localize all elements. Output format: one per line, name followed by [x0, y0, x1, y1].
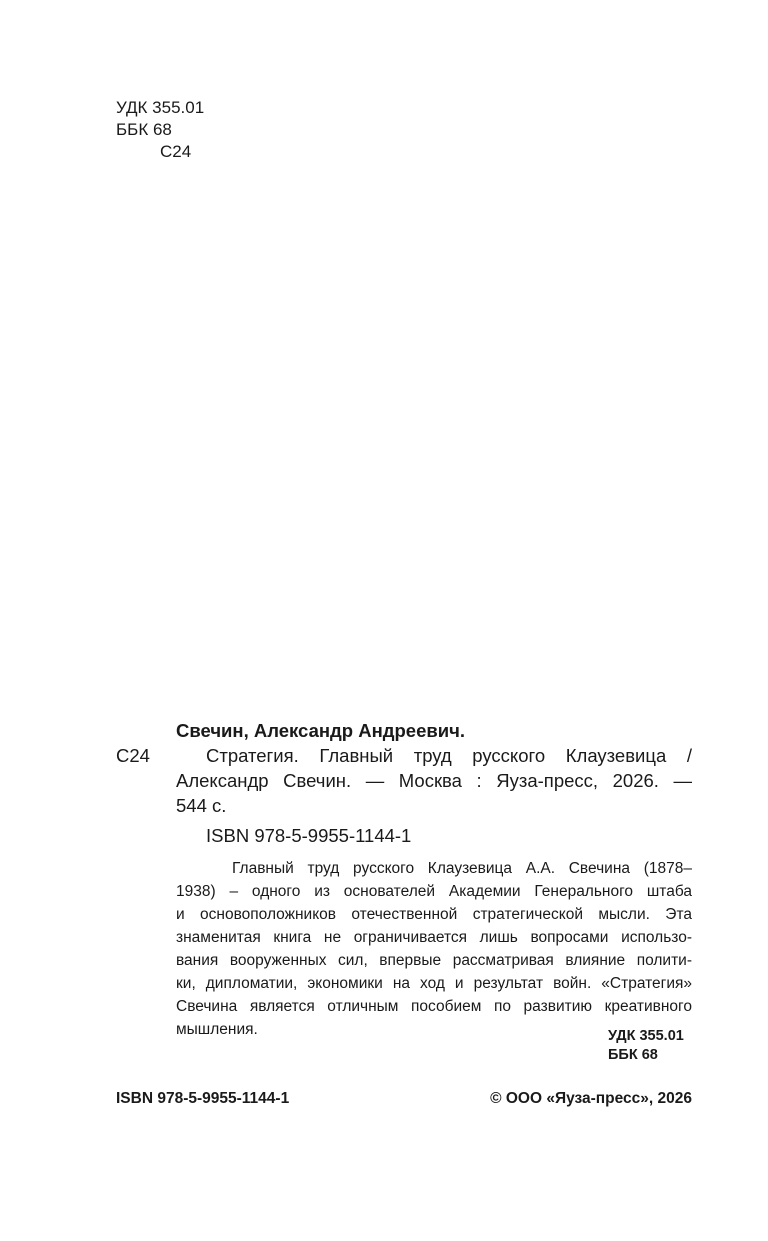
bbk-code-bottom: ББК 68 [608, 1047, 658, 1063]
footer-copyright: © ООО «Яуза-пресс», 2026 [490, 1090, 692, 1107]
author-mark-top: С24 [160, 142, 192, 161]
annotation-line-1: Главный труд русского Клаузевица А.А. Свечина (1878– [232, 860, 692, 877]
bbk-code-top: ББК 68 [116, 120, 172, 139]
annotation-line-6: ки, дипломатии, экономики на ход и результат войн. «Стратегия» [176, 975, 692, 992]
udk-code-top: УДК 355.01 [116, 98, 205, 117]
annotation-line-2: 1938) – одного из основателей Академии Генерального штаба [176, 883, 692, 900]
udk-code-bottom: УДК 355.01 [608, 1028, 684, 1044]
annotation-line-4: знаменитая книга не ограничивается лишь вопросами использо- [176, 929, 692, 946]
isbn-entry: ISBN 978-5-9955-1144-1 [206, 825, 412, 846]
annotation-line-7: Свечина является отличным пособием по развитию креативного [176, 998, 692, 1015]
title-line-3: 544 с. [176, 795, 227, 816]
author-heading: Свечин, Александр Андреевич. [176, 720, 465, 741]
annotation-line-3: и основоположников отечественной стратегической мысли. Эта [176, 906, 692, 923]
title-line-1: Стратегия. Главный труд русского Клаузевица / [206, 745, 692, 766]
annotation-line-5: вания вооруженных сил, впервые рассматривая влияние полити- [176, 952, 692, 969]
footer-isbn: ISBN 978-5-9955-1144-1 [116, 1090, 290, 1107]
annotation-line-8: мышления. [176, 1021, 258, 1038]
author-mark-entry: С24 [116, 745, 150, 766]
title-line-2: Александр Свечин. — Москва : Яуза-пресс, 2026. — [176, 770, 692, 791]
